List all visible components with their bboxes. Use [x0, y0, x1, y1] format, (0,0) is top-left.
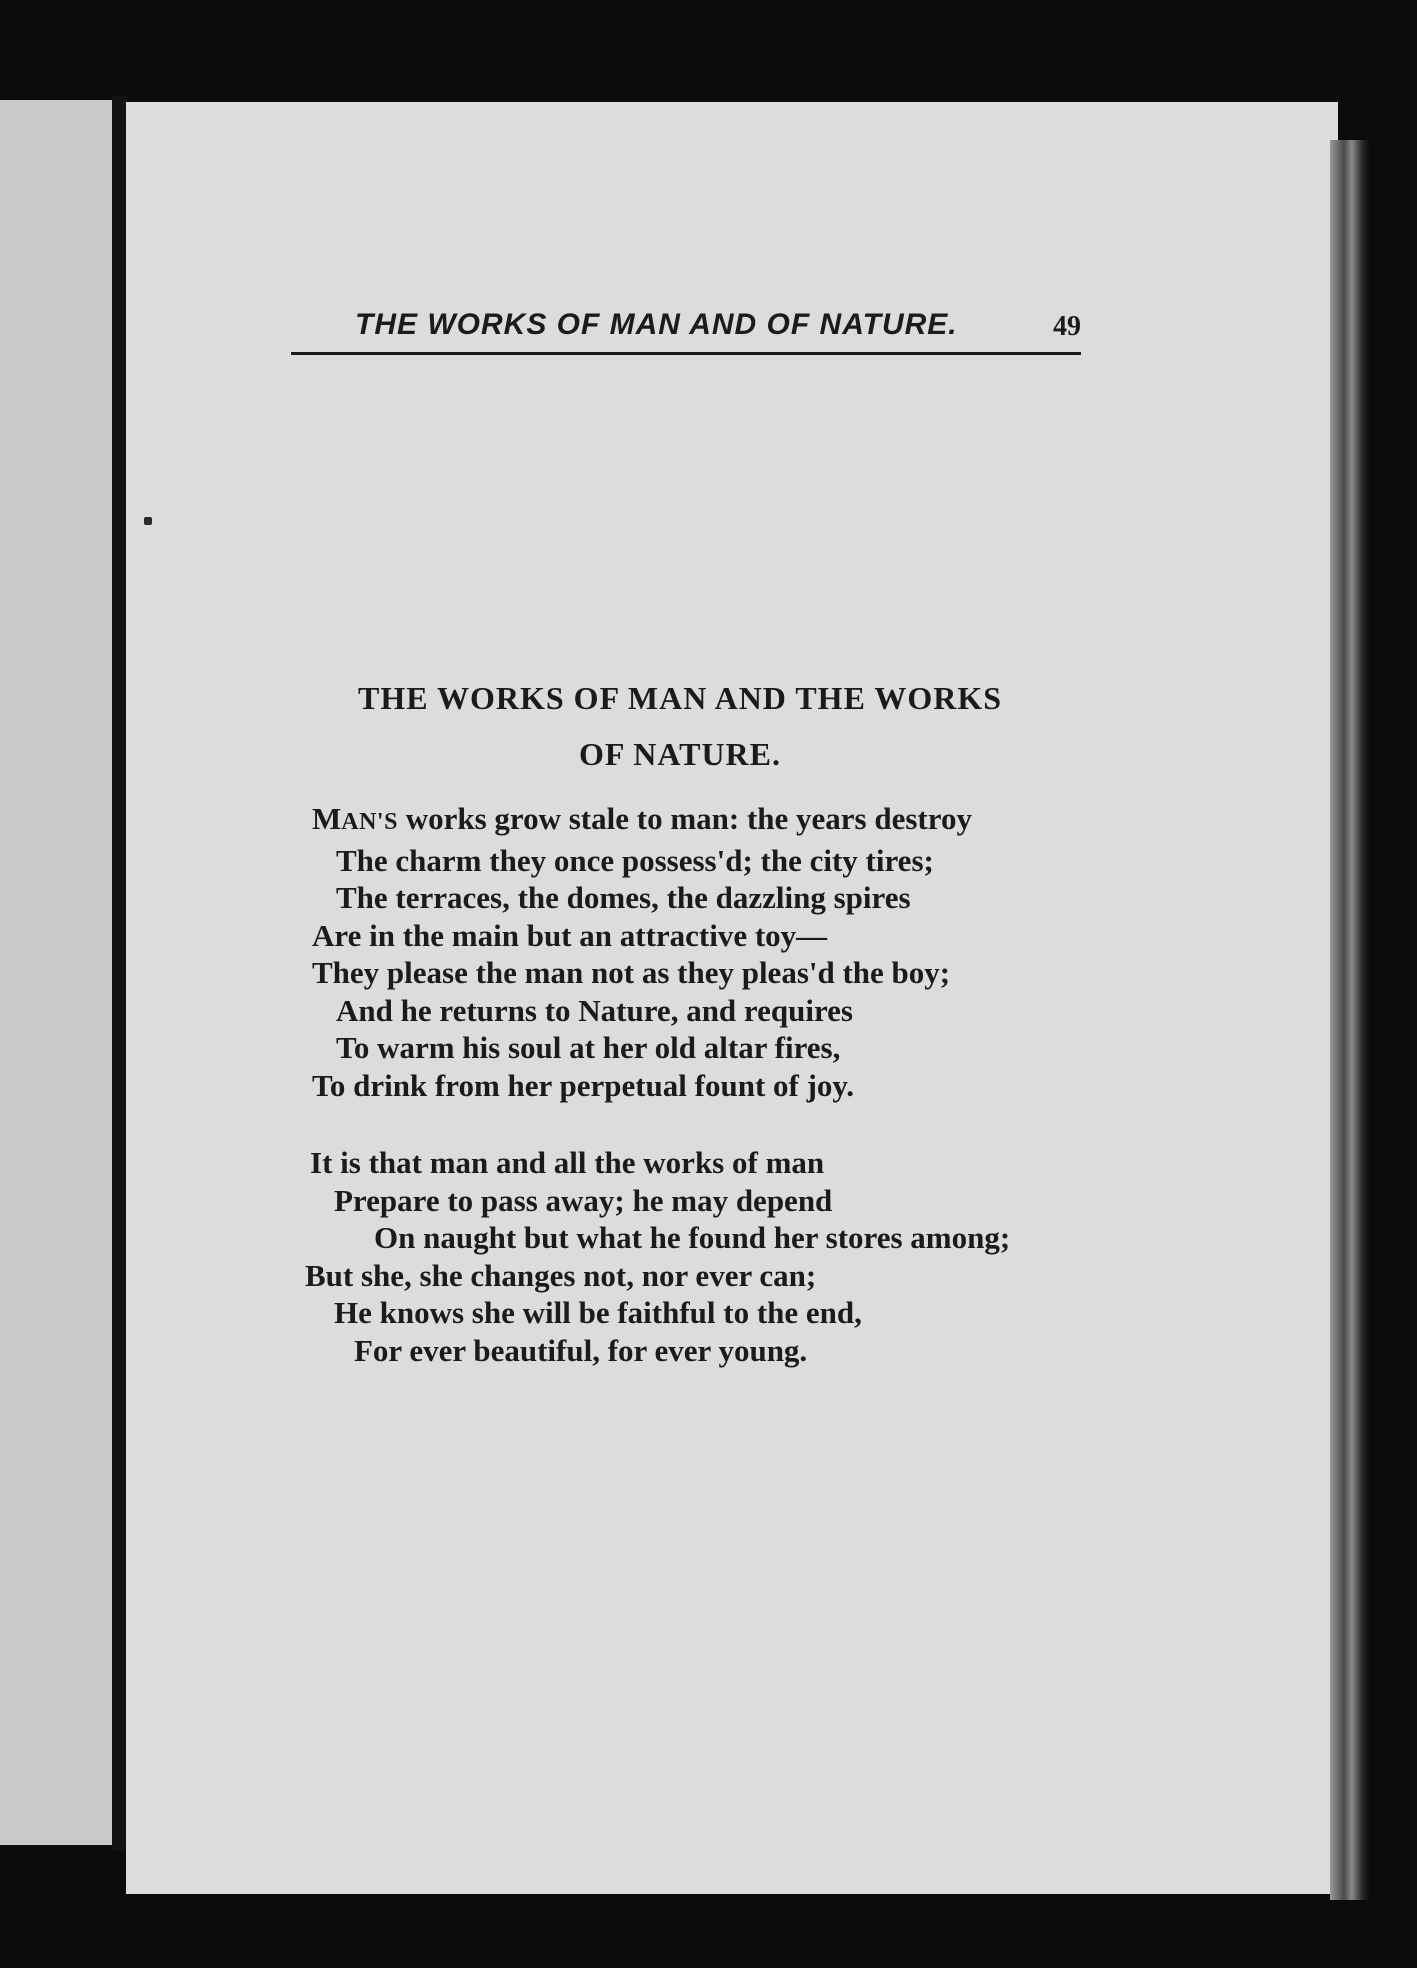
- page-number: 49: [1053, 311, 1081, 342]
- running-head: THE WORKS OF MAN AND OF NATURE.: [355, 308, 958, 341]
- stanza-1-line-2: The charm they once possess'd; the city tires;: [336, 842, 934, 878]
- margin-mark: [144, 517, 152, 525]
- stanza-1-line-1: [312, 800, 1212, 842]
- stanza-2-line-5: He knows she will be faithful to the end,: [334, 1295, 862, 1330]
- drop-word-rest: AN'S: [341, 809, 398, 835]
- poem-title: [300, 670, 1060, 782]
- line-text: works grow stale to man: the years destroy: [397, 801, 972, 836]
- stanza-2-line-3: On naught but what he found her stores among;: [374, 1220, 1011, 1255]
- page-stack-edge: [1330, 140, 1370, 1900]
- facing-page-edge: [0, 100, 118, 1845]
- book-gutter: [112, 96, 127, 1851]
- stanza-1-line-7: To warm his soul at her old altar fires,: [336, 1030, 841, 1065]
- drop-word-initial: M: [312, 801, 342, 836]
- stanza-2: [305, 1144, 1210, 1369]
- stanza-1-line-6: And he returns to Nature, and requires: [336, 992, 853, 1028]
- stanza-2-line-4: But she, she changes not, nor ever can;: [305, 1257, 817, 1293]
- poem-title-line-1: THE WORKS OF MAN AND THE WORKS: [357, 680, 1003, 716]
- stanza-1-line-3: The terraces, the domes, the dazzling spires: [336, 880, 911, 915]
- poem-title-line-2: OF NATURE.: [579, 736, 781, 772]
- stanza-2-line-6: For ever beautiful, for ever young.: [354, 1332, 808, 1368]
- stanza-2-line-1: It is that man and all the works of man: [310, 1145, 825, 1180]
- stanza-1-line-8: To drink from her perpetual fount of joy.: [312, 1067, 854, 1103]
- stanza-1-line-5: They please the man not as they pleas'd the boy;: [312, 955, 951, 990]
- stanza-2-line-2: Prepare to pass away; he may depend: [334, 1182, 833, 1218]
- stanza-1: [312, 800, 1212, 1104]
- header-rule: [291, 352, 1081, 355]
- stanza-1-line-4: Are in the main but an attractive toy—: [312, 917, 828, 953]
